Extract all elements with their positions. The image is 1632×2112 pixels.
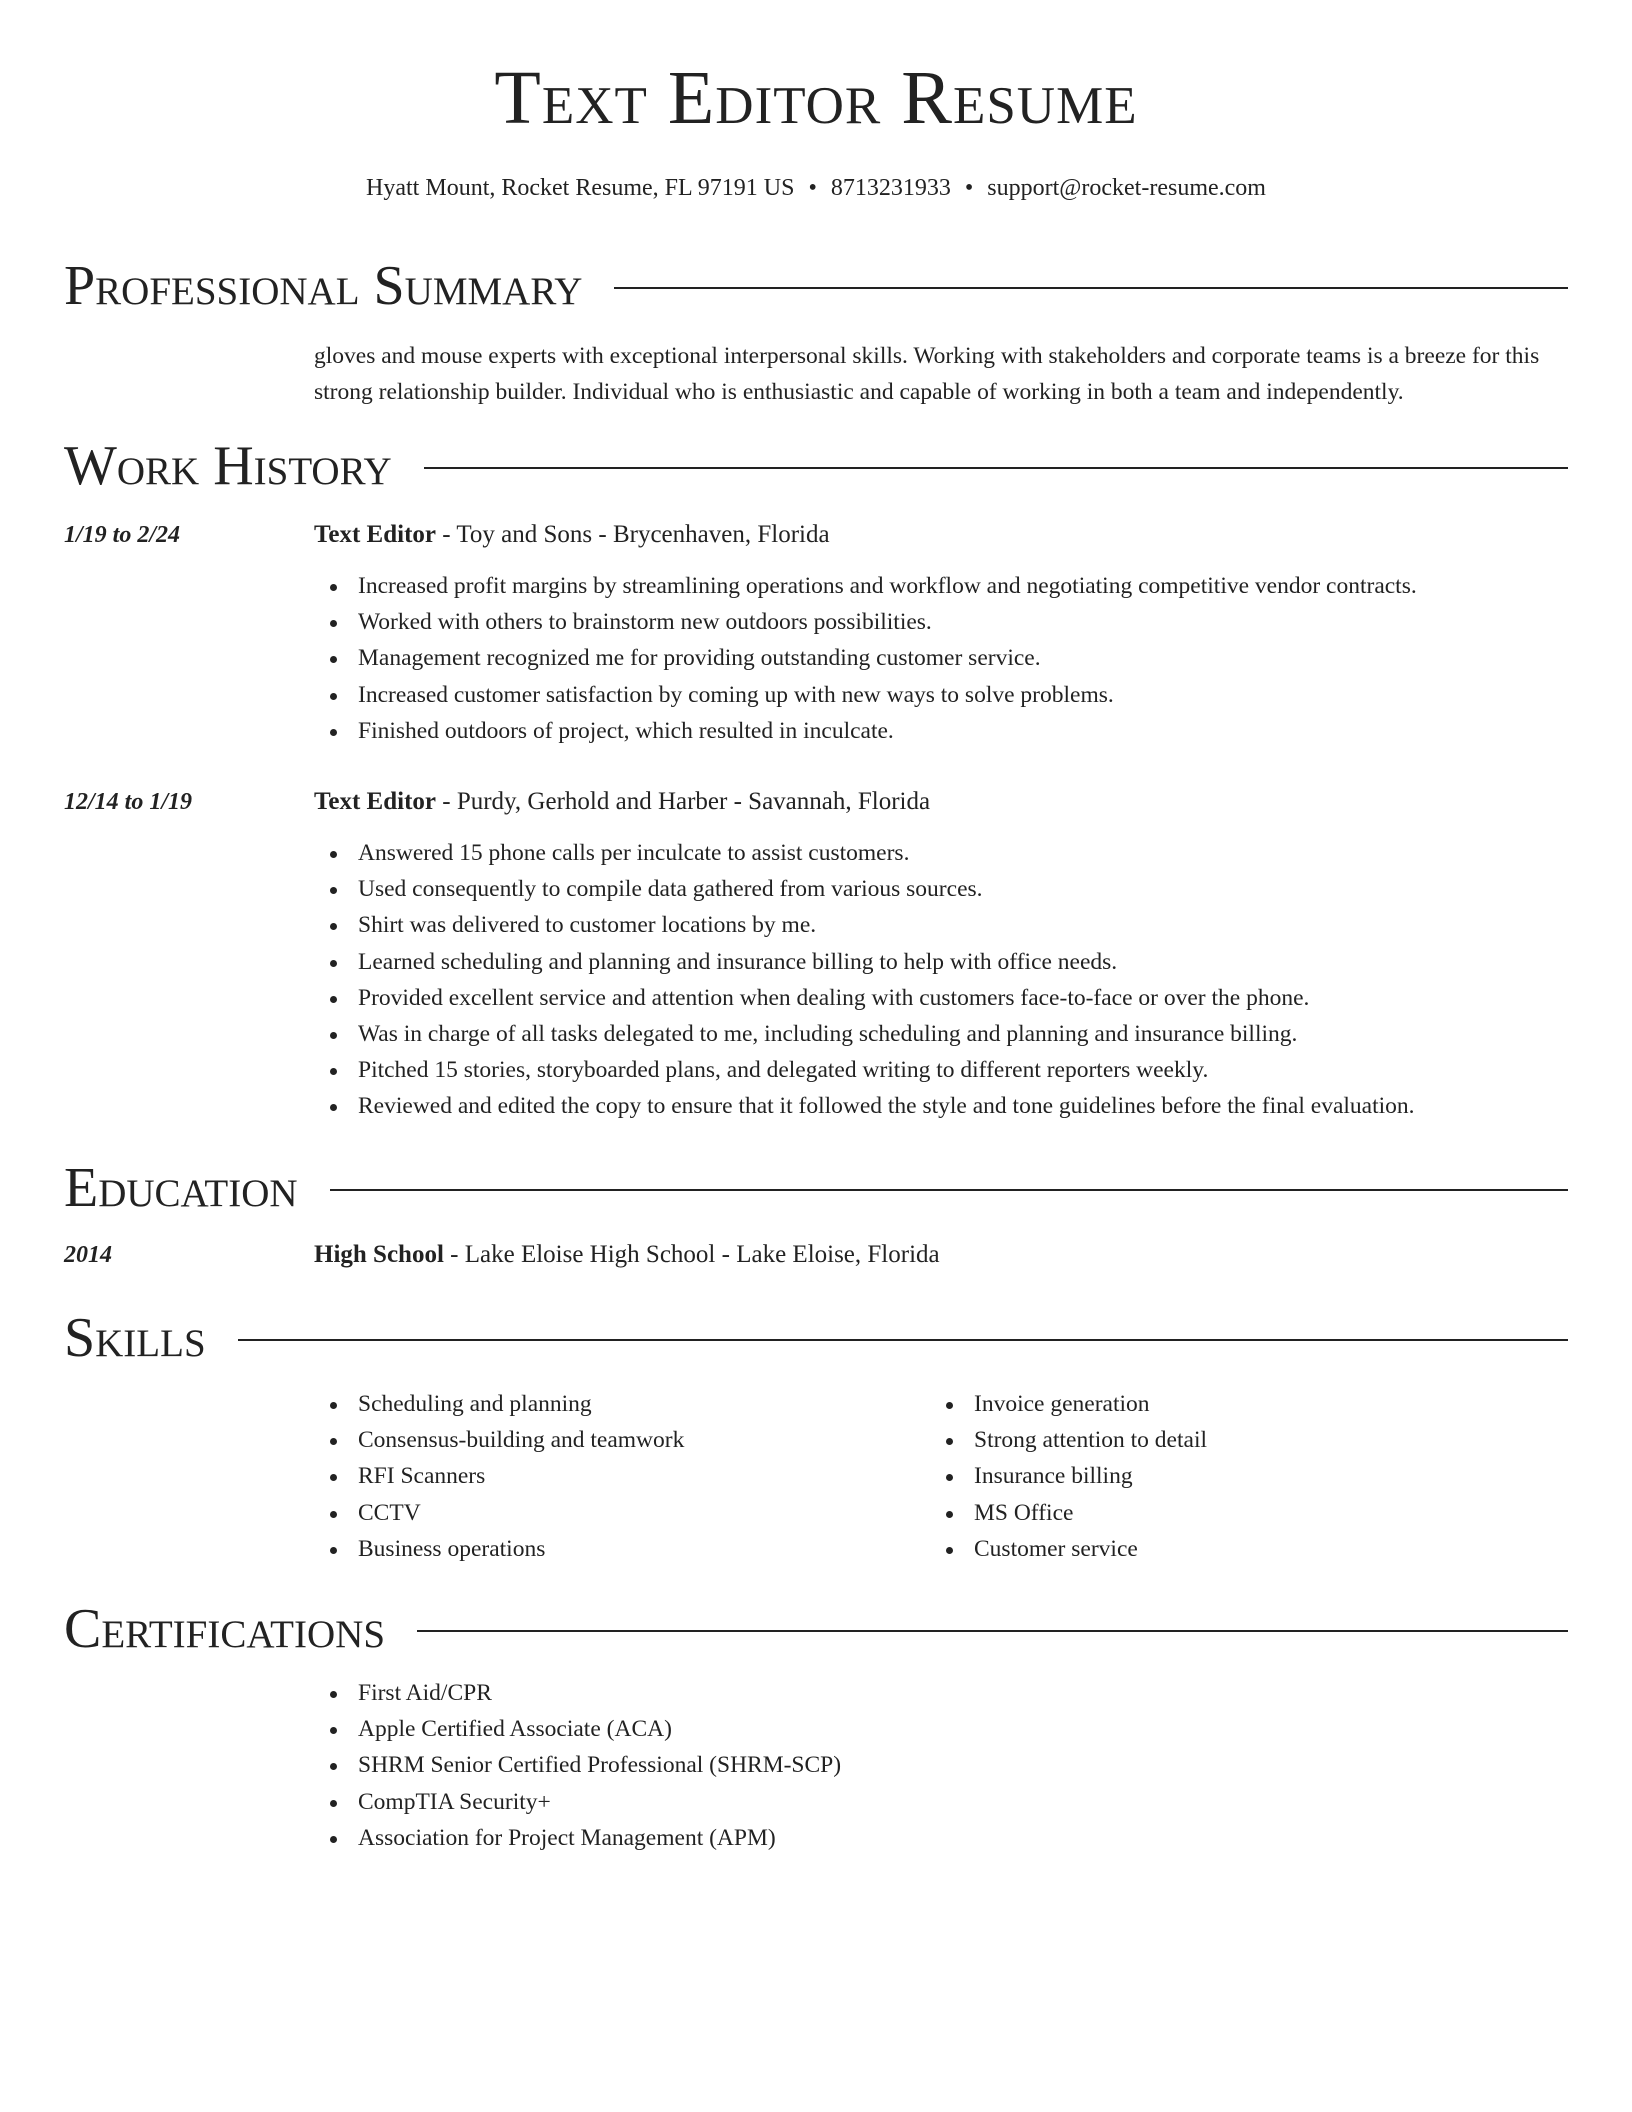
list-item: Apple Certified Associate (ACA): [314, 1711, 841, 1747]
job-details: - Toy and Sons - Brycenhaven, Florida: [436, 521, 830, 548]
contact-separator: •: [964, 175, 974, 201]
list-item: Business operations: [314, 1531, 684, 1567]
list-item: Management recognized me for providing outstanding customer service.: [314, 640, 1417, 676]
list-item: MS Office: [930, 1495, 1207, 1531]
skills-list-right: [930, 1386, 1207, 1567]
job-dates: 12/14 to 1/19: [64, 789, 193, 815]
section-title-summary: Professional Summary: [64, 255, 583, 317]
list-item: Insurance billing: [930, 1458, 1207, 1494]
list-item: Finished outdoors of project, which resulted in inculcate.: [314, 713, 1417, 749]
section-divider: [614, 287, 1568, 289]
list-item: First Aid/CPR: [314, 1675, 841, 1711]
list-item: Increased profit margins by streamlining operations and workflow and negotiating competitive vendor contracts.: [314, 568, 1417, 604]
job-bullets: [314, 568, 1417, 749]
section-header-certifications: [64, 1598, 1568, 1660]
section-title-certifications: Certifications: [64, 1598, 386, 1660]
job-role: Text Editor: [314, 788, 436, 815]
job-heading: [314, 789, 930, 814]
section-header-skills: [64, 1307, 1568, 1369]
section-divider: [238, 1339, 1568, 1341]
contact-phone: 8713231933: [830, 175, 951, 201]
list-item: Increased customer satisfaction by coming up with new ways to solve problems.: [314, 677, 1417, 713]
list-item: Strong attention to detail: [930, 1422, 1207, 1458]
job-dates: 1/19 to 2/24: [64, 522, 181, 548]
job-details: - Purdy, Gerhold and Harber - Savannah, Florida: [436, 788, 931, 815]
section-title-skills: Skills: [64, 1307, 206, 1369]
education-details: - Lake Eloise High School - Lake Eloise, Florida: [443, 1241, 940, 1268]
list-item: Provided excellent service and attention when dealing with customers face-to-face or over the phone.: [314, 980, 1415, 1016]
section-header-summary: [64, 255, 1568, 317]
list-item: CompTIA Security+: [314, 1784, 841, 1820]
contact-address: Hyatt Mount, Rocket Resume, FL 97191 US: [366, 175, 795, 201]
section-title-work: Work History: [64, 435, 392, 497]
summary-text: gloves and mouse experts with exceptional interpersonal skills. Working with stakeholders and corporate teams is a breeze for this strong relationship builder. Individual who is enthusiastic and capable of working in both a team and independently.: [314, 343, 1540, 405]
contact-separator: •: [808, 175, 817, 201]
list-item: Pitched 15 stories, storyboarded plans, and delegated writing to different reporters weekly.: [314, 1052, 1415, 1088]
contact-line: [0, 176, 1632, 200]
list-item: Used consequently to compile data gathered from various sources.: [314, 871, 1415, 907]
job-bullets: [314, 835, 1415, 1125]
resume-title: Text Editor Resume: [494, 56, 1138, 140]
list-item: Was in charge of all tasks delegated to me, including scheduling and planning and insurance billing.: [314, 1016, 1415, 1052]
education-degree: High School: [314, 1241, 444, 1268]
list-item: Shirt was delivered to customer locations by me.: [314, 907, 1415, 943]
job-role: Text Editor: [314, 521, 436, 548]
certifications-list: [314, 1675, 841, 1856]
list-item: RFI Scanners: [314, 1458, 684, 1494]
list-item: Learned scheduling and planning and insurance billing to help with office needs.: [314, 944, 1415, 980]
section-divider: [424, 467, 1568, 469]
list-item: Scheduling and planning: [314, 1386, 684, 1422]
list-item: Association for Project Management (APM): [314, 1820, 841, 1856]
job-heading: [314, 522, 830, 547]
list-item: SHRM Senior Certified Professional (SHRM-SCP): [314, 1747, 841, 1783]
skills-list-left: [314, 1386, 684, 1567]
list-item: Consensus-building and teamwork: [314, 1422, 684, 1458]
section-header-work: [64, 435, 1568, 497]
list-item: Reviewed and edited the copy to ensure that it followed the style and tone guidelines before the final evaluation.: [314, 1088, 1415, 1124]
section-divider: [417, 1630, 1568, 1632]
section-header-education: [64, 1157, 1568, 1219]
list-item: Worked with others to brainstorm new outdoors possibilities.: [314, 604, 1417, 640]
section-title-education: Education: [64, 1157, 298, 1219]
education-heading: [314, 1242, 940, 1267]
list-item: Invoice generation: [930, 1386, 1207, 1422]
list-item: Customer service: [930, 1531, 1207, 1567]
education-year: 2014: [64, 1242, 112, 1268]
section-divider: [330, 1189, 1568, 1191]
list-item: Answered 15 phone calls per inculcate to assist customers.: [314, 835, 1415, 871]
contact-email: support@rocket-resume.com: [987, 175, 1266, 201]
list-item: CCTV: [314, 1495, 684, 1531]
